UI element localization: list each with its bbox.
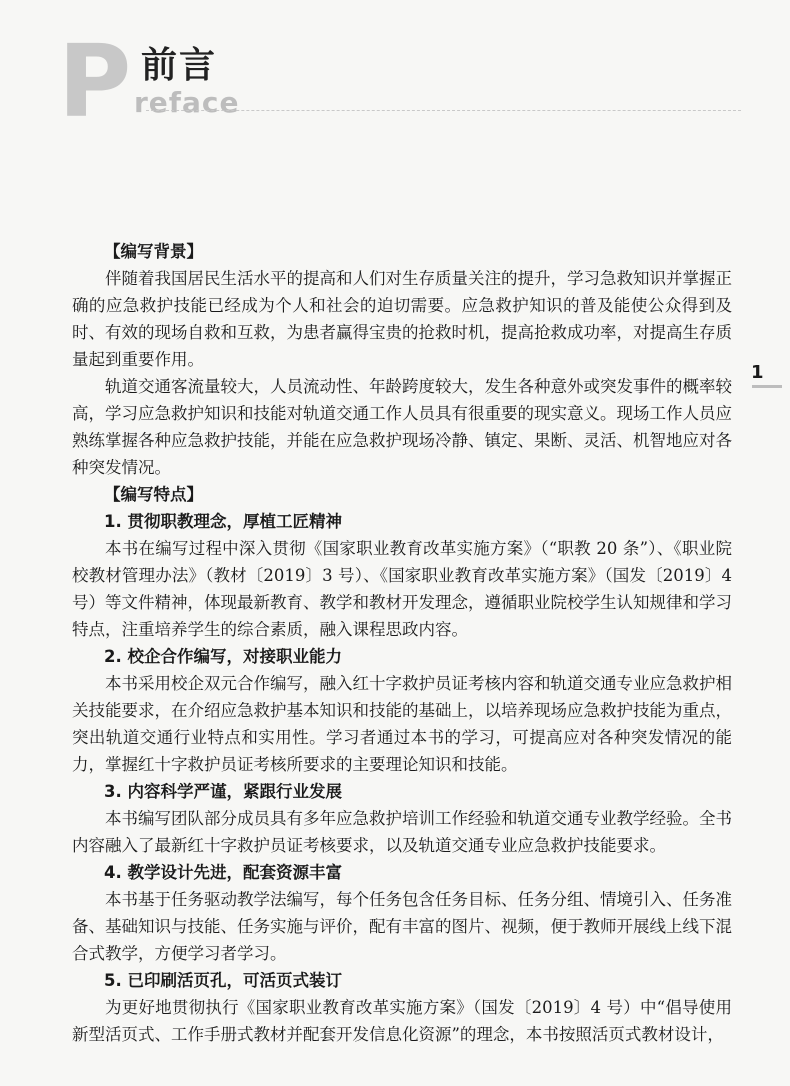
section-heading-features: 【编写特点】	[104, 485, 203, 504]
page-number-bar	[752, 385, 782, 388]
preface-big-letter: P	[58, 23, 132, 140]
paragraph: 本书在编写过程中深入贯彻《国家职业教育改革实施方案》（“职教 20 条”）、《职业院校教材管理办法》（教材〔2019〕3 号）、《国家职业教育改革实施方案》（国发〔2019〕4 号）等文件精神，体现最新教育、教学和教材开发理念，遵循职业院校学生认知规律和学习特点，注重培养学生的综合素质，融入课程思政内容。	[72, 539, 732, 639]
paragraph: 伴随着我国居民生活水平的提高和人们对生存质量关注的提升，学习急救知识并掌握正确的应急救护技能已经成为个人和社会的迫切需要。应急救护知识的普及能使公众得到及时、有效的现场自救和互救，为患者赢得宝贵的抢救时机，提高抢救成功率，对提高生存质量起到重要作用。	[72, 269, 732, 369]
preface-body	[72, 238, 732, 1048]
page-number: 1	[751, 362, 764, 383]
header-divider	[146, 110, 741, 111]
page-header	[58, 23, 258, 140]
paragraph: 为更好地贯彻执行《国家职业教育改革实施方案》（国发〔2019〕4 号）中“倡导使用新型活页式、工作手册式教材并配套开发信息化资源”的理念，本书按照活页式教材设计，	[72, 998, 732, 1044]
feature-title: 2. 校企合作编写，对接职业能力	[104, 647, 342, 666]
feature-title: 4. 教学设计先进，配套资源丰富	[104, 863, 342, 882]
section-heading-background: 【编写背景】	[104, 242, 203, 261]
paragraph: 本书采用校企双元合作编写，融入红十字救护员证考核内容和轨道交通专业应急救护相关技能要求，在介绍应急救护基本知识和技能的基础上，以培养现场应急救护技能为重点，突出轨道交通行业特点和实用性。学习者通过本书的学习，可提高应对各种突发情况的能力，掌握红十字救护员证考核所要求的主要理论知识和技能。	[72, 674, 732, 774]
page-subtitle: reface	[134, 86, 240, 119]
feature-title: 1. 贯彻职教理念，厚植工匠精神	[104, 512, 342, 531]
page-title: 前言	[141, 45, 218, 86]
paragraph: 轨道交通客流量较大，人员流动性、年龄跨度较大，发生各种意外或突发事件的概率较高，学习应急救护知识和技能对轨道交通工作人员具有很重要的现实意义。现场工作人员应熟练掌握各种应急救护技能，并能在应急救护现场冷静、镇定、果断、灵活、机智地应对各种突发情况。	[72, 377, 732, 477]
feature-title: 5. 已印刷活页孔，可活页式装订	[104, 971, 342, 990]
feature-title: 3. 内容科学严谨，紧跟行业发展	[104, 782, 342, 801]
paragraph: 本书基于任务驱动教学法编写，每个任务包含任务目标、任务分组、情境引入、任务准备、基础知识与技能、任务实施与评价，配有丰富的图片、视频，便于教师开展线上线下混合式教学，方便学习者学习。	[72, 890, 732, 963]
paragraph: 本书编写团队部分成员具有多年应急救护培训工作经验和轨道交通专业教学经验。全书内容融入了最新红十字救护员证考核要求，以及轨道交通专业应急救护技能要求。	[72, 809, 732, 855]
